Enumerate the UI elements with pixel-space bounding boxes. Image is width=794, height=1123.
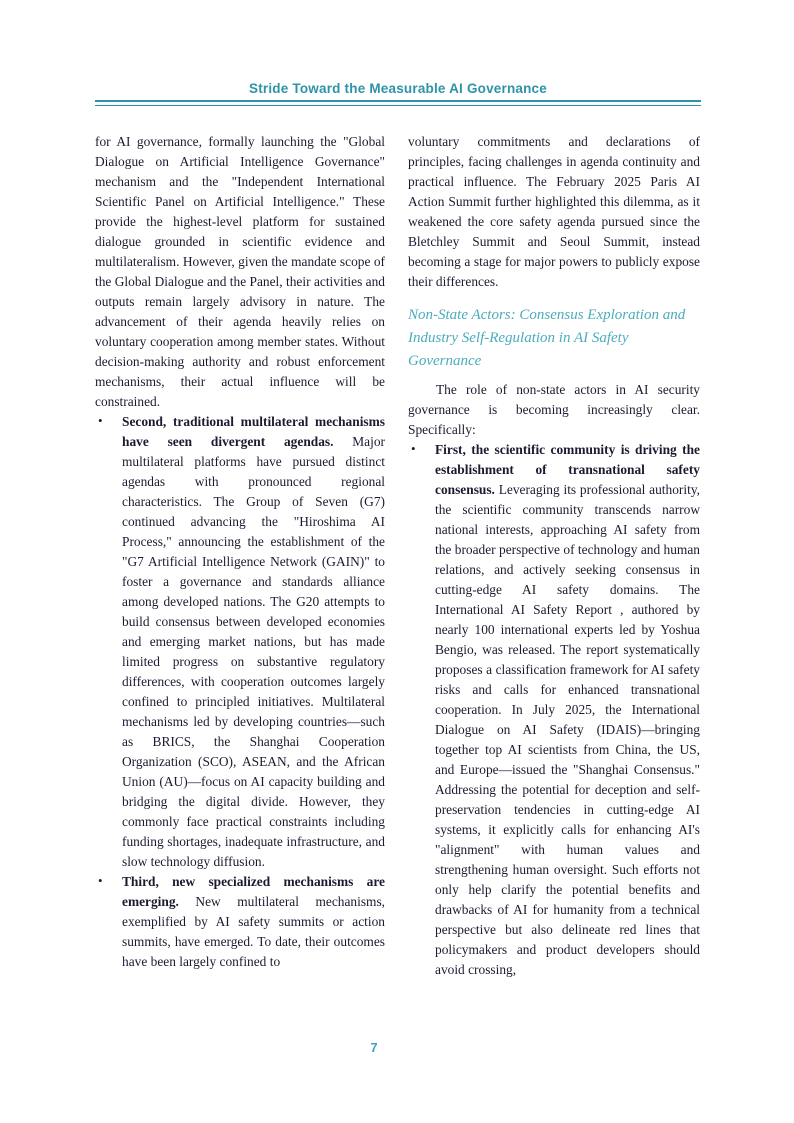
page-header bbox=[95, 81, 701, 106]
bullet-text bbox=[435, 440, 700, 980]
header-divider-rule bbox=[95, 100, 701, 106]
continued-paragraph: for AI governance, formally launching the "Global Dialogue on Artificial Intelligence Governance" mechanism and the "Independent International Scientific Panel on Artificial Intelligence." These provide the highest-level platform for sustained dialogue grounded in scientific evidence and multilateralism. However, given the mandate scope of the Global Dialogue and the Panel, their activities and outputs remain largely advisory in nature. The advancement of their agenda heavily relies on voluntary cooperation among member states. Without decision-making authority and robust enforcement mechanisms, their actual influence will be constrained. bbox=[95, 134, 385, 409]
bullet-body-text: Major multilateral platforms have pursued distinct agendas with pronounced regional characteristics. The Group of Seven (G7) continued advancing the "Hiroshima AI Process," announcing the establishment of the "G7 Artificial Intelligence Network (GAIN)" to foster a governance and standards alliance among developed nations. The G20 attempts to build consensus between developed economies and emerging market nations, but has made limited progress on substantive regulatory differences, with cooperation outcomes largely confined to principled initiatives. Multilateral mechanisms led by developing countries—such as BRICS, the Shanghai Cooperation Organization (SCO), ASEAN, and the African Union (AU)—focus on AI capacity building and bridging the digital divide. However, they commonly face practical constraints including funding shortages, inadequate infrastructure, and slow technology diffusion. bbox=[122, 434, 385, 869]
section-heading: Non-State Actors: Consensus Exploration and Industry Self-Regulation in AI Safety Governance bbox=[408, 307, 686, 369]
intro-paragraph: The role of non-state actors in AI security governance is becoming increasingly clear. Specifically: bbox=[408, 382, 700, 437]
bullet-item-third bbox=[95, 872, 385, 972]
bullet-icon: • bbox=[411, 441, 416, 456]
bullet-lead-bold: First, the scientific community is driving the establishment of transnational safety consensus. bbox=[435, 442, 700, 497]
bullet-icon: • bbox=[98, 413, 103, 428]
bullet-lead-bold: Third, new specialized mechanisms are emerging. bbox=[122, 874, 385, 909]
bullet-body-text: New multilateral mechanisms, exemplified by AI safety summits or action summits, have emerged. To date, their outcomes have been largely confined to bbox=[122, 894, 385, 969]
right-column bbox=[408, 132, 700, 980]
page-header-title: Stride Toward the Measurable AI Governance bbox=[249, 81, 547, 96]
bullet-item-second bbox=[95, 412, 385, 872]
bullet-text bbox=[122, 872, 385, 972]
continued-paragraph: voluntary commitments and declarations of principles, facing challenges in agenda continuity and practical influence. The February 2025 Paris AI Action Summit further highlighted this dilemma, as it weakened the core safety agenda pursued since the Bletchley Summit and Seoul Summit, instead becoming a stage for major powers to publicly expose their differences. bbox=[408, 134, 700, 289]
bullet-text bbox=[122, 412, 385, 872]
bullet-item-first bbox=[408, 440, 700, 980]
page-number: 7 bbox=[370, 1040, 378, 1055]
two-column-body bbox=[95, 132, 700, 980]
bullet-lead-bold: Second, traditional multilateral mechanisms have seen divergent agendas. bbox=[122, 414, 385, 449]
left-column bbox=[95, 132, 385, 980]
bullet-icon: • bbox=[98, 873, 103, 888]
bullet-body-text: Leveraging its professional authority, the scientific community transcends narrow national interests, approaching AI safety from the broader perspective of technology and human relations, and actively seeking consensus in cutting-edge AI safety domains. The International AI Safety Report , authored by nearly 100 international experts led by Yoshua Bengio, was released. The report systematically proposes a classification framework for AI safety risks and calls for enhanced transnational cooperation. In July 2025, the International Dialogue on AI Safety (IDAIS)—bringing together top AI scientists from China, the US, and Europe—issued the "Shanghai Consensus." Addressing the potential for deception and self-preservation tendencies in cutting-edge AI systems, it explicitly calls for enhancing AI's "alignment" with human values and strengthening human oversight. Such efforts not only help clarify the potential benefits and drawbacks of AI for humanity from a technical perspective but also delineate red lines that policymakers and product developers should avoid crossing, bbox=[435, 482, 700, 977]
